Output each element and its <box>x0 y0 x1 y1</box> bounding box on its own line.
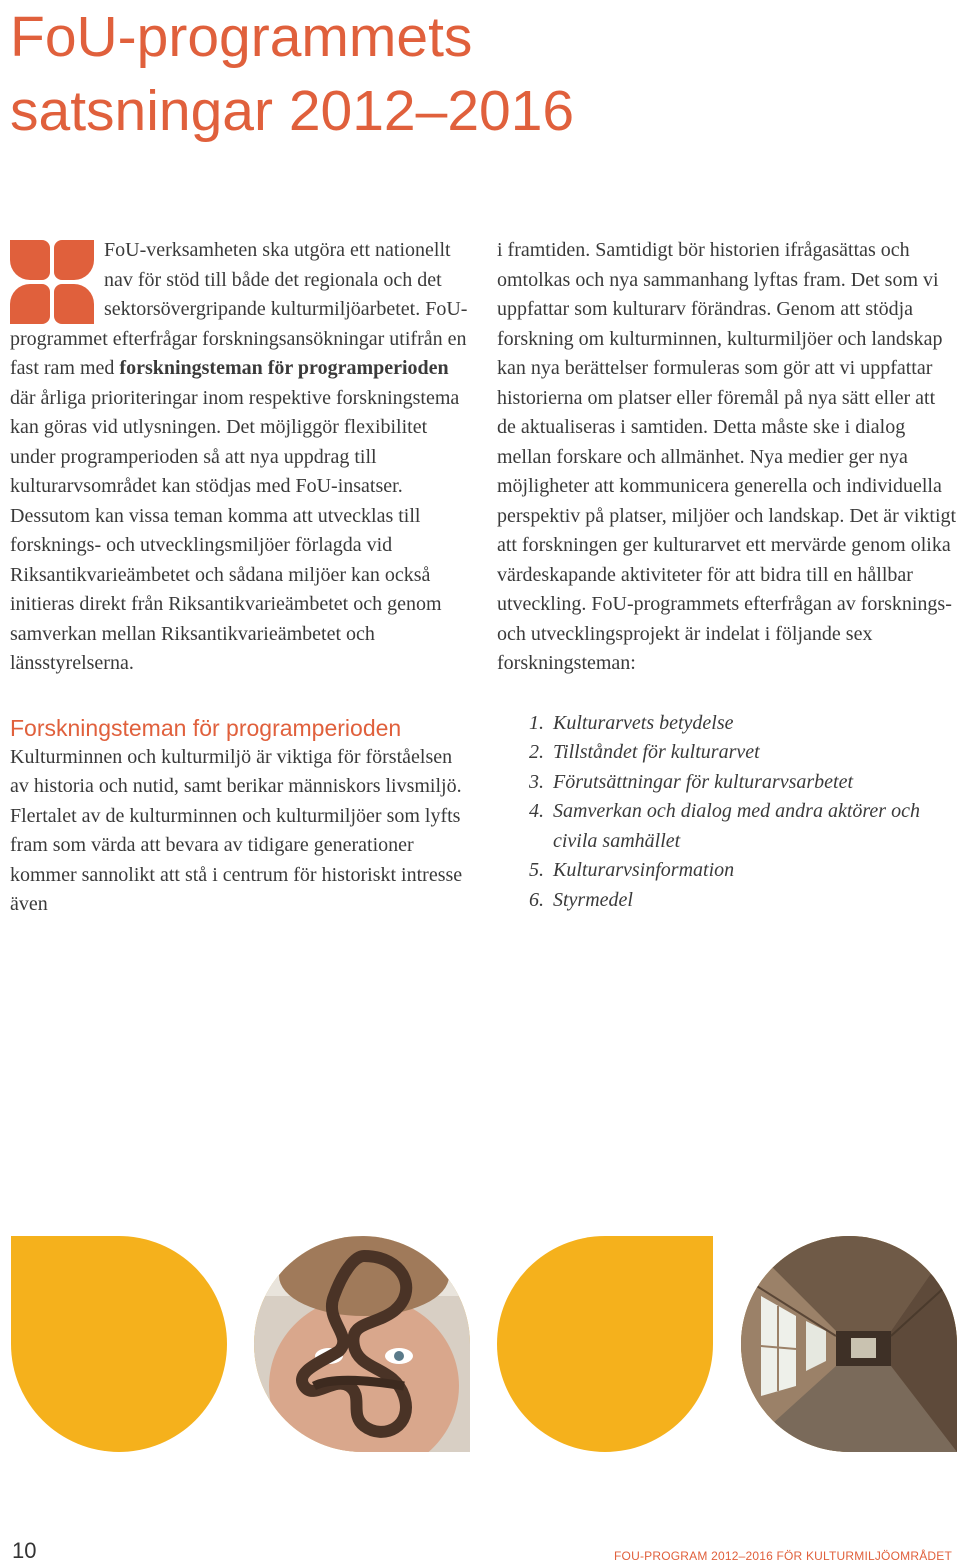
theme-label: Kulturarvets betydelse <box>553 711 734 734</box>
decorative-yellow-shape <box>11 1236 227 1452</box>
themes-list <box>529 709 959 916</box>
photo-person-with-iron-artifact <box>254 1236 470 1452</box>
title-line-1: FoU-programmets <box>10 5 473 69</box>
right-paragraph: i framtiden. Samtidigt bör historien ifrågasättas och omtolkas och nya sammanhang lyftas fram. Det som vi uppfattar som kulturarv förändras. Genom att stödja forskning om kulturminnen, kulturmiljöer och landskap kan nya berättelser formuleras som gör att vi uppfattar historierna om platser eller föremål på nya sätt eller att de aktualiseras i samtiden. Detta måste ske i dialog mellan forskare och allmänhet. Nya medier ger nya möjligheter att kommunicera generella och individuella perspektiv på platser, miljöer och landskap. Det är viktigt att forskningen ger kulturarvet ett mervärde genom olika värdeskapande aktiviteter för att bidra till en hållbar utveckling. FoU-programmets efterfrågan av forsknings- och utvecklingsprojekt är indelat i följande sex forskningsteman: <box>497 239 957 674</box>
corridor-photo-image <box>741 1236 957 1452</box>
theme-number: 3. <box>529 770 544 793</box>
right-column <box>497 236 959 915</box>
person-photo-image <box>254 1236 470 1452</box>
page-title <box>10 0 574 148</box>
theme-label: Kulturarvsinformation <box>553 859 735 881</box>
section-paragraph: Kulturminnen och kulturmiljö är viktiga för förståelsen av historia och nutid, samt berikar människors livsmiljö. Flertalet av de kulturminnen och kulturmiljöer som lyfts fram som värda att bevara av tidigare generationer kommer sannolikt att stå i centrum för historiskt intresse även <box>10 745 463 915</box>
clover-logo-icon <box>10 240 94 324</box>
intro-bold-text: forskningsteman för programperioden <box>119 357 449 379</box>
photo-wooden-corridor <box>741 1236 957 1452</box>
theme-number: 1. <box>529 711 544 734</box>
title-line-2: satsningar 2012–2016 <box>10 79 575 143</box>
running-footer: FOU-PROGRAM 2012–2016 FÖR KULTURMILJÖOMRÅDET <box>614 1549 952 1563</box>
left-column <box>10 236 472 920</box>
theme-label: Tillståndet för kulturarvet <box>553 741 760 763</box>
section-heading: Forskningsteman för programperioden <box>10 714 402 741</box>
decorative-yellow-shape <box>497 1236 713 1452</box>
theme-item <box>529 709 959 739</box>
theme-item <box>529 797 959 856</box>
theme-number: 5. <box>529 859 544 881</box>
intro-text-rest: där årliga prioriteringar inom respektive forskningstema kan göras vid utlysningen. Det möjliggör flexibilitet under programperioden så att nya uppdrag till kulturarvsområdet kan stödjas med FoU-insatser. Dessutom kan vissa teman komma att utvecklas till forsknings- och utvecklingsmiljöer förlagda vid Riksantikvarieämbetet och sådana miljöer kan också initieras direkt från Riksantikvarieämbetet och genom samverkan mellan Riksantikvarieämbetet och länsstyrelserna. <box>10 386 460 674</box>
theme-label: Förutsättningar för kulturarvsarbetet <box>553 770 853 793</box>
theme-item <box>529 738 959 768</box>
theme-item <box>529 768 959 798</box>
theme-number: 4. <box>529 800 544 822</box>
theme-label: Samverkan och dialog med andra aktörer och civila samhället <box>553 800 920 852</box>
theme-label: Styrmedel <box>553 888 633 911</box>
intro-text: FoU-verksamheten ska utgöra ett nationellt nav för stöd till både det regionala och det sektorsövergripande kulturmiljöarbetet. FoU-programmet efterfrågar forskningsansökningar utifrån en fast ram med <box>10 239 468 379</box>
page-number: 10 <box>12 1538 37 1563</box>
theme-item <box>529 856 959 886</box>
theme-number: 6. <box>529 888 544 911</box>
theme-item <box>529 886 959 916</box>
theme-number: 2. <box>529 741 544 763</box>
